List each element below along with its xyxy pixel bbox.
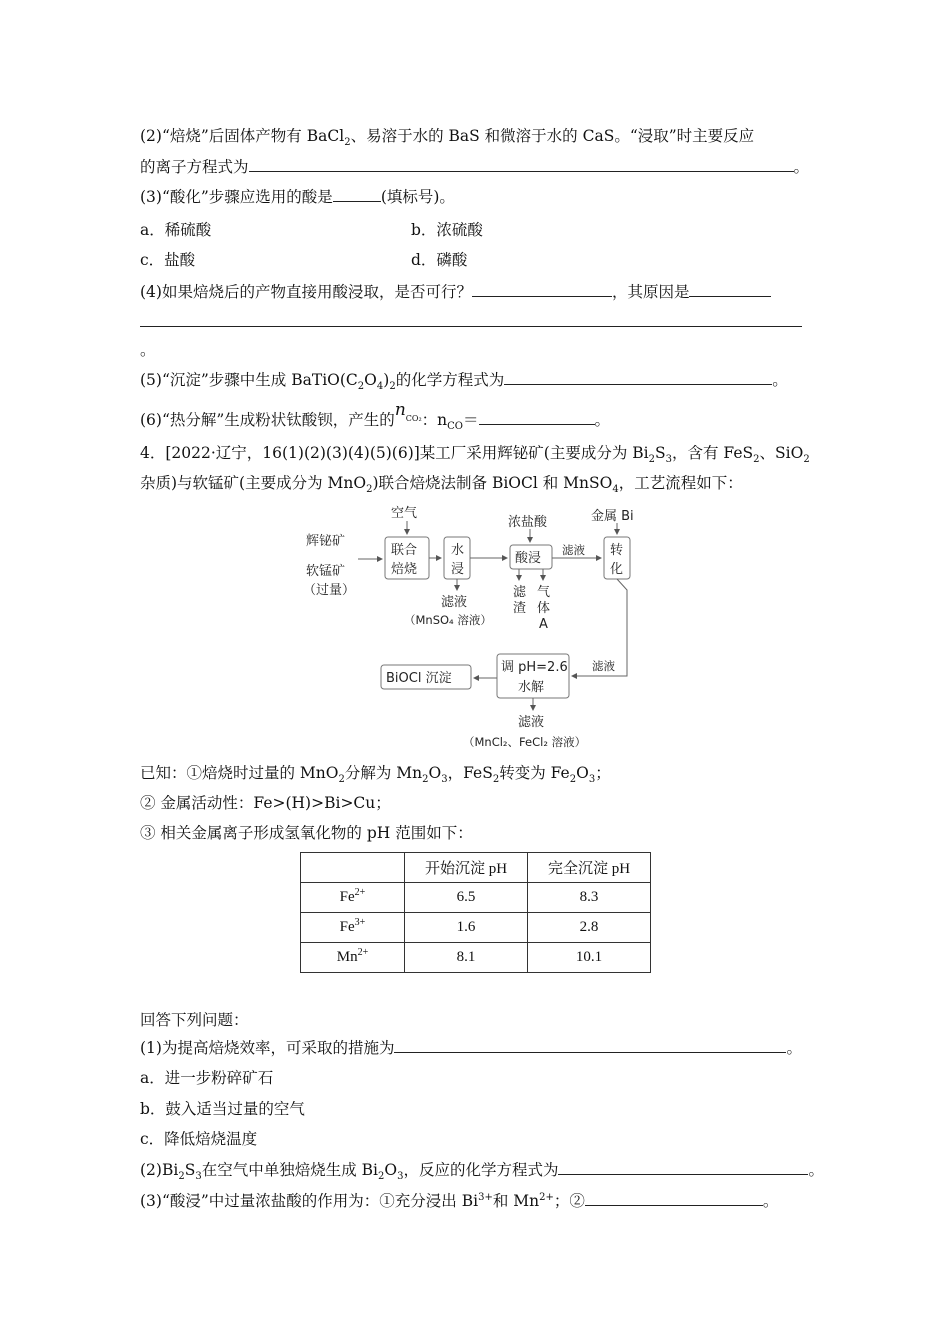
q4-sub1-c: c．降低焙烧温度 (140, 1130, 258, 1148)
q4-intro-line1: 4．[2022·辽宁，16(1)(2)(3)(4)(5)(6)]某工厂采用辉铋矿(主要成分为 $Bi_2S_3$，含有 FeS$_2$、SiO$_2$ (140, 444, 810, 466)
table-cell: $Fe^{3+}$ (301, 913, 405, 943)
table-cell: 10.1 (528, 943, 651, 973)
q3-part4-end: 。 (140, 341, 156, 359)
answer-blank[interactable] (504, 370, 772, 385)
flow-label: 滤液 (562, 543, 585, 557)
answer-blank[interactable] (249, 157, 794, 172)
ph-table (300, 852, 651, 973)
q4-sub1-b: b．鼓入适当过量的空气 (140, 1100, 305, 1118)
answer-blank[interactable] (689, 282, 771, 297)
flow-label: 滤液 (518, 715, 545, 730)
flow-label: 水 (451, 543, 465, 558)
flow-label: 空气 (391, 506, 418, 521)
table-cell: $Mn^{2+}$ (301, 943, 405, 973)
answer-blank[interactable] (333, 187, 381, 202)
flow-label: 化 (610, 562, 624, 577)
flow-label: 联合 (391, 543, 418, 558)
q3-part2-line2: 的离子方程式为 。 (140, 158, 810, 176)
q3-part4-line2 (140, 312, 802, 332)
answer-blank[interactable] (479, 410, 595, 425)
flow-label: 水解 (518, 680, 545, 695)
table-cell: $Fe^{2+}$ (301, 883, 405, 913)
table-row (301, 853, 651, 883)
flow-label: 转 (610, 543, 624, 558)
table-header: 开始沉淀 pH (405, 853, 528, 883)
flow-label: （过量） (303, 583, 356, 598)
flow-label: 滤液 (592, 659, 615, 673)
flow-label: BiOCl 沉淀 (386, 671, 452, 686)
table-header (301, 853, 405, 883)
flow-label: 渣 (513, 601, 527, 616)
q4-sub1-a: a．进一步粉碎矿石 (140, 1069, 274, 1087)
table-header: 完全沉淀 pH (528, 853, 651, 883)
flow-label: 体 (537, 601, 551, 616)
flow-label: 辉铋矿 (306, 534, 346, 549)
answer-intro: 回答下列问题： (140, 1011, 249, 1029)
known-3: ③ 相关金属离子形成氢氧化物的 pH 范围如下： (140, 824, 473, 842)
flow-label: 焙烧 (391, 562, 418, 577)
option-d: d．磷酸 (411, 251, 468, 269)
answer-blank[interactable] (140, 312, 802, 327)
table-row (301, 913, 651, 943)
flow-label: 浸 (451, 562, 465, 577)
known-1: 已知：①焙烧时过量的 MnO$_2$分解为 $Mn_2O_3$，FeS$_2$转变为 $Fe_2O_3$； (140, 764, 611, 786)
q4-sub2: $(2)Bi_2S_3$在空气中单独焙烧生成 $Bi_2O_3$，反应的化学方程式为 。 (140, 1161, 824, 1183)
table-row (301, 883, 651, 913)
flow-label: 调 pH=2.6 (501, 660, 568, 675)
table-cell: 1.6 (405, 913, 528, 943)
process-flow-diagram (300, 500, 660, 755)
table-cell: 2.8 (528, 913, 651, 943)
known-2: ② 金属活动性：Fe>(H)>Bi>Cu； (140, 794, 391, 812)
flow-label: 浓盐酸 (508, 515, 548, 530)
answer-blank[interactable] (558, 1160, 808, 1175)
q3-part3: (3)“酸化”步骤应选用的酸是 (填标号)。 (140, 188, 455, 206)
option-a: a．稀硫酸 (140, 221, 212, 239)
option-c: c．盐酸 (140, 251, 196, 269)
table-row (301, 943, 651, 973)
answer-blank[interactable] (585, 1191, 763, 1206)
table-cell: 8.1 (405, 943, 528, 973)
table-cell: 8.3 (528, 883, 651, 913)
q4-sub3: (3)“酸浸”中过量浓盐酸的作用为：①充分浸出 $Bi^{3+}$和 $Mn^{2+}$；② 。 (140, 1191, 779, 1210)
flow-label: 酸浸 (515, 551, 542, 566)
flow-label: 气 (537, 585, 551, 600)
flow-label: 金属 Bi (591, 509, 634, 524)
answer-blank[interactable] (472, 282, 612, 297)
flow-label: 软锰矿 (306, 564, 346, 579)
q4-sub1: (1)为提高焙烧效率，可采取的措施为 。 (140, 1039, 802, 1057)
option-b: b．浓硫酸 (411, 221, 483, 239)
flow-label: 滤液 (441, 595, 468, 610)
flow-label: 滤 (513, 585, 527, 600)
answer-blank[interactable] (394, 1038, 786, 1053)
q3-part4: (4)如果焙烧后的产物直接用酸浸取，是否可行？ ，其原因是 (140, 282, 771, 302)
q3-part6: (6)“热分解”生成粉状钛酸钡，产生的$n^{CO_2}$：$n_{CO}=$ 。 (140, 400, 611, 433)
q4-intro-line2: 杂质)与软锰矿(主要成分为 MnO$_2$)联合焙烧法制备 BiOCl 和 MnSO$_4$，工艺流程如下： (140, 474, 743, 496)
q3-part5: (5)“沉淀”步骤中生成 $BaTiO(C_2O_4)_2$的化学方程式为 。 (140, 371, 788, 393)
flow-label: A (539, 617, 548, 632)
q3-part2-line1: (2)“焙烧”后固体产物有 BaCl$_2$、易溶于水的 BaS 和微溶于水的 CaS。“浸取”时主要反应 (140, 127, 755, 149)
flow-label: （MnSO₄ 溶液） (404, 613, 492, 627)
table-cell: 6.5 (405, 883, 528, 913)
flow-label: （MnCl₂、FeCl₂ 溶液） (463, 735, 587, 749)
